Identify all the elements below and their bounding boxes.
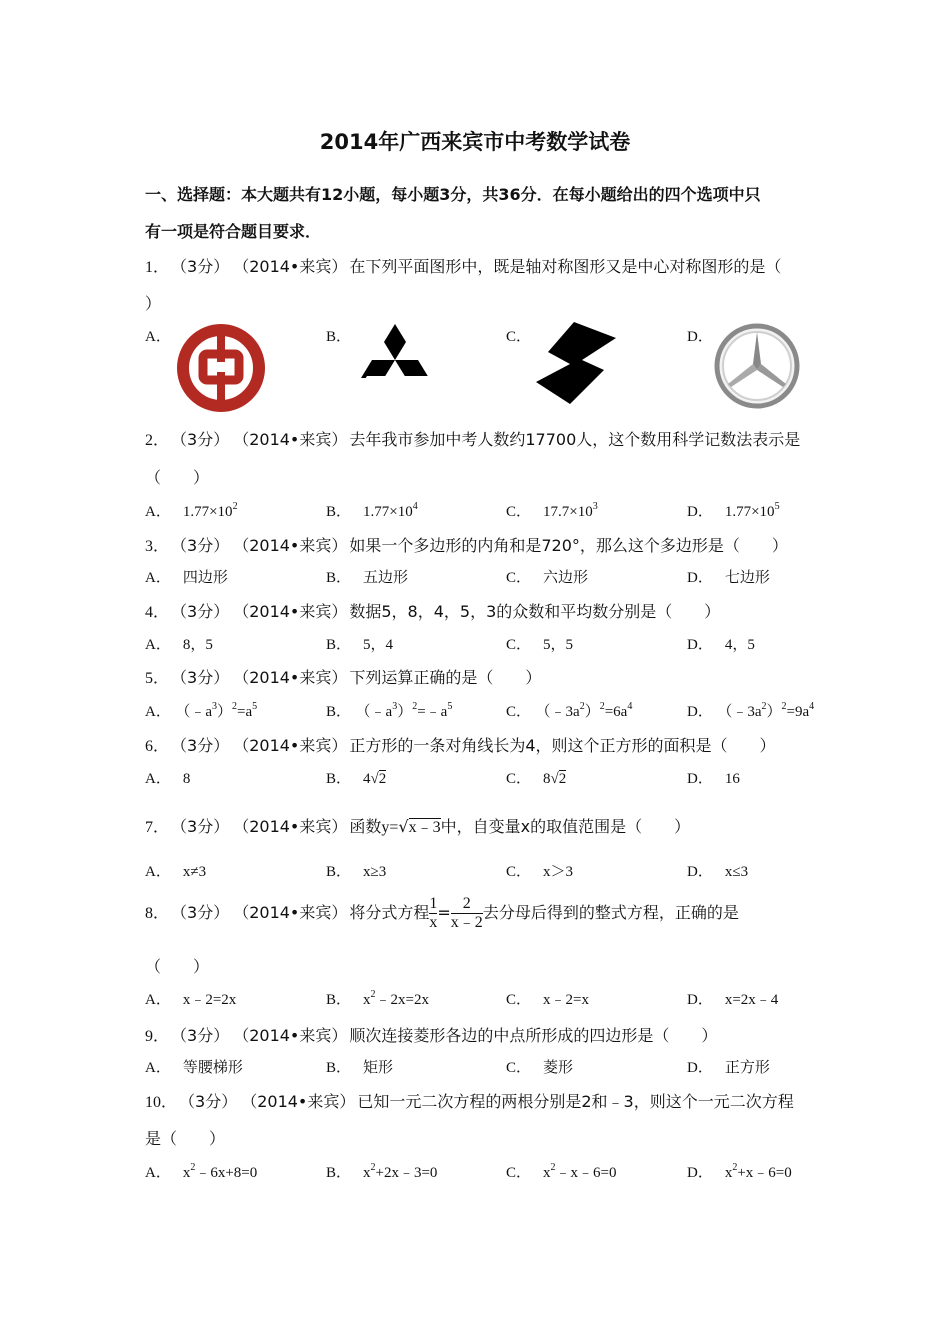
sqrt-sign-icon: √: [398, 817, 409, 836]
question-text: 去年我市参加中考人数约17700人，这个数用科学记数法表示是: [349, 430, 801, 449]
question-2-cont: （ ）: [145, 468, 210, 487]
option-d: D． $1.77\times 10^5$: [687, 501, 780, 520]
option-d: D． $x^2+x﹣6=0$: [687, 1162, 792, 1181]
option-c-label: C．: [506, 329, 532, 345]
option-d: D． 七边形: [687, 568, 770, 586]
option-a: A． x≠3: [145, 864, 207, 880]
question-10: 10． （3分） （2014•来宾） 已知一元二次方程的两根分别是2和﹣3，则这个一元二次方程: [145, 1092, 794, 1111]
question-text: 正方形的一条对角线长为4，则这个正方形的面积是（ ）: [349, 736, 776, 755]
option-b: B． $(﹣a^3)^2=﹣a^5$: [326, 701, 453, 720]
question-4: 4． （3分） （2014•来宾） 数据5，8，4，5，3的众数和平均数分别是（ ）: [145, 602, 721, 621]
option-c: C． x﹣2=x: [506, 992, 589, 1008]
question-score: （3分）: [179, 430, 230, 449]
question-1: [145, 254, 781, 277]
option-b: B． $x^2+2x﹣3=0$: [326, 1162, 438, 1181]
option-d: D． $(﹣3a^2)^2=9a^4$: [687, 701, 815, 720]
question-text: 如果一个多边形的内角和是720°，那么这个多边形是（ ）: [349, 536, 788, 555]
question-10-cont: 是（ ）: [145, 1129, 226, 1148]
question-7: 7． （3分） （2014•来宾） 函数y=√x﹣3中，自变量x的取值范围是（ ）: [145, 817, 691, 836]
option-c: C． x＞3: [506, 864, 574, 880]
question-2: [145, 427, 800, 450]
option-c: C． $(﹣3a^2)^2=6a^4$: [506, 701, 633, 720]
option-a: A． 8: [145, 771, 191, 787]
mitsubishi-logo-icon: [355, 324, 435, 394]
option-b: B． x≥3: [326, 864, 387, 880]
option-b: B． $1.77\times 10^4$: [326, 501, 418, 520]
option-d: D． x≤3: [687, 864, 749, 880]
question-text: 下列运算正确的是（ ）: [349, 668, 542, 687]
option-c: C． $17.7\times 10^3$: [506, 501, 598, 520]
question-8-cont: （ ）: [145, 957, 210, 976]
option-a-label: A．: [145, 329, 171, 345]
question-text: 顺次连接菱形各边的中点所形成的四边形是（ ）: [349, 1026, 718, 1045]
option-d-label: D．: [687, 329, 713, 345]
option-c: C． 5，5: [506, 637, 574, 653]
option-a: A． $1.77\times 10^2$: [145, 501, 238, 520]
option-d: D． 16: [687, 771, 740, 787]
option-b: B． 矩形: [326, 1058, 394, 1076]
question-6: 6． （3分） （2014•来宾） 正方形的一条对角线长为4，则这个正方形的面积是（ ）: [145, 736, 776, 755]
question-score: （3分）: [179, 257, 230, 276]
question-text: 已知一元二次方程的两根分别是2和﹣3，则这个一元二次方程: [357, 1092, 794, 1111]
option-b: B． 五边形: [326, 568, 409, 586]
sqrt-sign-icon: √: [370, 771, 379, 787]
section-heading-line2: 有一项是符合题目要求．: [145, 222, 322, 241]
question-1-cont: ）: [145, 294, 162, 313]
option-d: D． 正方形: [687, 1058, 770, 1076]
question-number: 2．: [145, 432, 170, 449]
fraction: $\frac{2}{x﹣2}$: [450, 895, 483, 931]
option-b: B． $x^2﹣2x=2x$: [326, 989, 429, 1008]
option-b: B． 4√2: [326, 771, 387, 787]
question-9: 9． （3分） （2014•来宾） 顺次连接菱形各边的中点所形成的四边形是（ ）: [145, 1026, 718, 1045]
option-d: D． x=2x﹣4: [687, 992, 779, 1008]
option-d: D． 4，5: [687, 637, 755, 653]
option-a: A． $(﹣a^3)^2=a^5$: [145, 701, 258, 720]
question-8: 8． （3分） （2014•来宾） 将分式方程 $\frac{1}{x}$ = $\frac{2}{x﹣2}$ 去分母后得到的整式方程，正确的是: [145, 895, 739, 931]
question-3: 3． （3分） （2014•来宾） 如果一个多边形的内角和是720°，那么这个多边形是（ ）: [145, 536, 788, 555]
question-text: 数据5，8，4，5，3的众数和平均数分别是（ ）: [349, 602, 721, 621]
option-a: A． 8，5: [145, 637, 213, 653]
question-5: 5． （3分） （2014•来宾） 下列运算正确的是（ ）: [145, 668, 542, 687]
mercedes-benz-logo-icon: [713, 322, 801, 410]
option-c: C． 六边形: [506, 568, 589, 586]
bank-of-china-logo-icon: [175, 322, 267, 414]
question-text: 在下列平面图形中，既是轴对称图形又是中心对称图形的是（: [349, 257, 782, 276]
option-c: C． $x^2﹣x﹣6=0$: [506, 1162, 617, 1181]
option-a: A． x﹣2=2x: [145, 992, 237, 1008]
option-a: A． 等腰梯形: [145, 1058, 243, 1076]
section-heading-line1: 一、选择题：本大题共有12小题，每小题3分，共36分．在每小题给出的四个选项中只: [145, 185, 761, 204]
sqrt-sign-icon: √: [550, 771, 559, 787]
page-title: 2014年广西来宾市中考数学试卷: [319, 130, 631, 154]
option-a: A． 四边形: [145, 568, 228, 586]
option-c: C． 8√2: [506, 771, 567, 787]
question-source: （2014•来宾）: [241, 257, 348, 276]
fraction: $\frac{1}{x}$: [429, 895, 438, 931]
suzuki-logo-icon: [534, 322, 618, 404]
option-a: A． $x^2﹣6x+8=0$: [145, 1162, 258, 1181]
question-source: （2014•来宾）: [241, 430, 348, 449]
option-c: C． 菱形: [506, 1058, 574, 1076]
option-b: B． 5，4: [326, 637, 394, 653]
question-number: 1．: [145, 259, 170, 276]
option-b-label: B．: [326, 329, 352, 345]
